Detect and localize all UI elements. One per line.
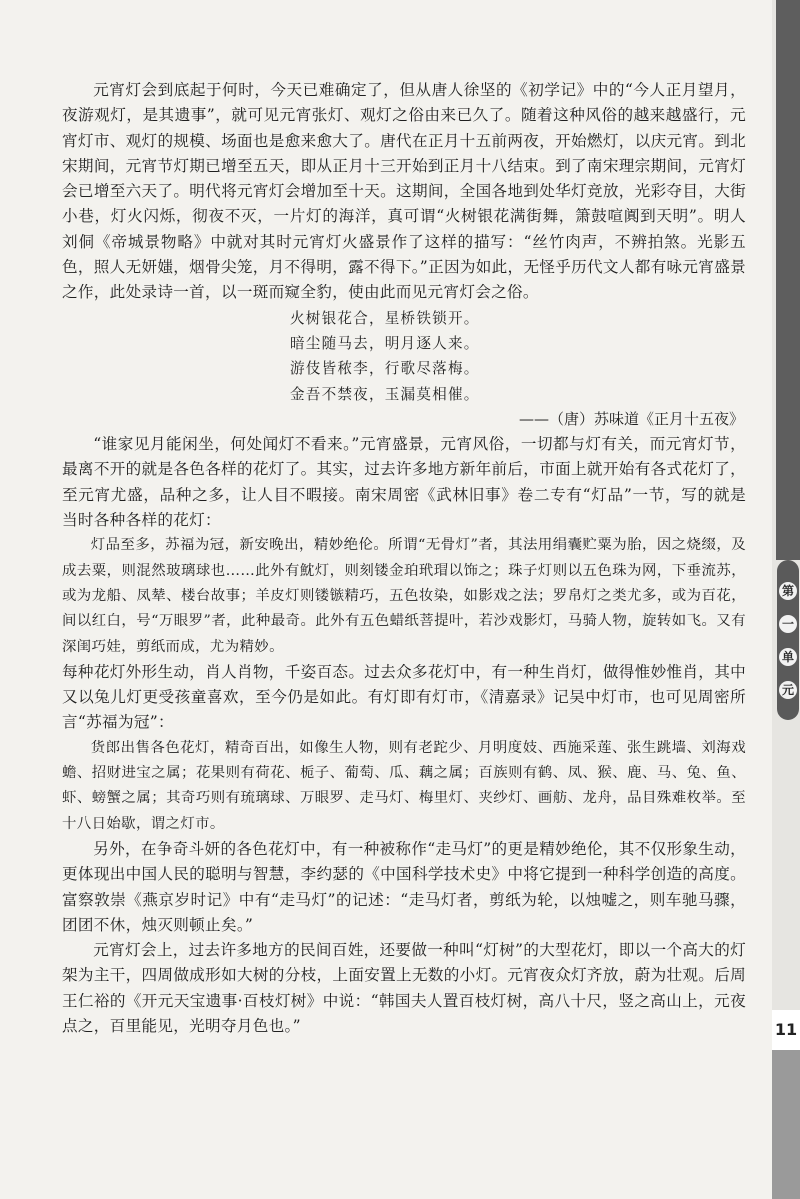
unit-char: 一	[779, 615, 797, 633]
poem-line: 金吾不禁夜，玉漏莫相催。	[290, 385, 480, 403]
quote-wulin-jiushi: 灯品至多，苏福为冠，新安晚出，精妙绝伦。所谓“无骨灯”者，其法用绢囊贮粟为胎，因之烧缀，及成去粟，则混然玻璃球也……此外有魫灯，则刻镂金珀玳瑁以饰之；珠子灯则以五色珠为网，下垂流苏，或为龙船、凤辇、楼台故事；羊皮灯则镂镞精巧，五色妆染，如影戏之法；罗帛灯之类尤多，或为百花，间以红白，号“万眼罗”者，此种最奇。此外有五色蜡纸菩提叶，若沙戏影灯，马骑人物，旋转如飞。又有深闺巧娃，剪纸而成，尤为精妙。	[62, 537, 746, 655]
unit-char: 元	[779, 681, 797, 699]
poem-attribution: ——（唐）苏味道《正月十五夜》	[518, 409, 744, 428]
unit-tab	[777, 560, 799, 720]
poem-line: 火树银花合，星桥铁锁开。	[290, 309, 480, 327]
paragraph-4: 另外，在争奇斗妍的各色花灯中，有一种被称作“走马灯”的更是精妙绝伦，其不仅形象生动，更体现出中国人民的聪明与智慧，李约瑟的《中国科学技术史》中将它提到一种科学创造的高度。富察敦崇《燕京岁时记》中有“走马灯”的记述：“走马灯者，剪纸为轮，以烛嘘之，则车驰马骤，团团不休，烛灭则顿止矣。”	[62, 839, 746, 934]
paragraph-1: 元宵灯会到底起于何时，今天已难确定了，但从唐人徐坚的《初学记》中的“今人正月望月，夜游观灯，是其遗事”，就可见元宵张灯、观灯之俗由来已久了。随着这种风俗的越来越盛行，元宵灯市、观灯的规模、场面也是愈来愈大了。唐代在正月十五前两夜，开始燃灯，以庆元宵。到北宋期间，元宵节灯期已增至五天，即从正月十三开始到正月十八结束。到了南宋理宗期间，元宵灯会已增至六天了。明代将元宵灯会增加至十天。这期间，全国各地到处华灯竞放，光彩夺目，大街小巷，灯火闪烁，彻夜不灭，一片灯的海洋，真可谓“火树银花满街舞，箫鼓喧阗到天明”。明人刘侗《帝城景物略》中就对其时元宵灯火盛景作了这样的描写：“丝竹肉声，不辨拍煞。光影五色，照人无妍媸，烟骨尖笼，月不得明，露不得下。”正因为如此，无怪乎历代文人都有咏元宵盛景之作，此处录诗一首，以一斑而窥全豹，使由此而见元宵灯会之俗。	[62, 81, 746, 302]
page-content	[62, 78, 746, 1039]
unit-char: 单	[779, 648, 797, 666]
unit-char: 第	[779, 582, 797, 600]
quote-qingjia-lu: 货郎出售各色花灯，精奇百出，如像生人物，则有老跎少、月明度妓、西施采莲、张生跳墙、刘海戏蟾、招财进宝之属；花果则有荷花、栀子、葡萄、瓜、藕之属；百族则有鹤、凤、猴、鹿、马、兔、鱼、虾、螃蟹之属；其奇巧则有琉璃球、万眼罗、走马灯、梅里灯、夹纱灯、画舫、龙舟，品目殊难枚举。至十八日始歇，谓之灯市。	[62, 739, 746, 832]
paragraph-5: 元宵灯会上，过去许多地方的民间百姓，还要做一种叫“灯树”的大型花灯，即以一个高大的灯架为主干，四周做成形如大树的分枝，上面安置上无数的小灯。元宵夜众灯齐放，蔚为壮观。后周王仁裕的《开元天宝遗事·百枝灯树》中说：“韩国夫人置百枝灯树，高八十尺，竖之高山上，元夜点之，百里能见，光明夺月色也。”	[62, 941, 746, 1035]
poem-line: 暗尘随马去，明月逐人来。	[290, 334, 480, 352]
page-number: 11	[772, 1010, 800, 1050]
sidebar-dark-band	[776, 0, 800, 560]
paragraph-3: 每种花灯外形生动，肖人肖物，千姿百态。过去众多花灯中，有一种生肖灯，做得惟妙惟肖，其中又以兔儿灯更受孩童喜欢，至今仍是如此。有灯即有灯市，《清嘉录》记吴中灯市，也可见周密所言“苏福为冠”：	[62, 662, 746, 732]
poem	[62, 306, 746, 407]
paragraph-2: “谁家见月能闲坐，何处闻灯不看来。”元宵盛景，元宵风俗，一切都与灯有关，而元宵灯节，最离不开的就是各色各样的花灯了。其实，过去许多地方新年前后，市面上就开始有各式花灯了，至元宵尤盛，品种之多，让人目不暇接。南宋周密《武林旧事》卷二专有“灯品”一节，写的就是当时各种各样的花灯：	[62, 435, 746, 530]
poem-line: 游伎皆秾李，行歌尽落梅。	[290, 360, 480, 378]
sidebar-bottom-band	[772, 1050, 800, 1199]
